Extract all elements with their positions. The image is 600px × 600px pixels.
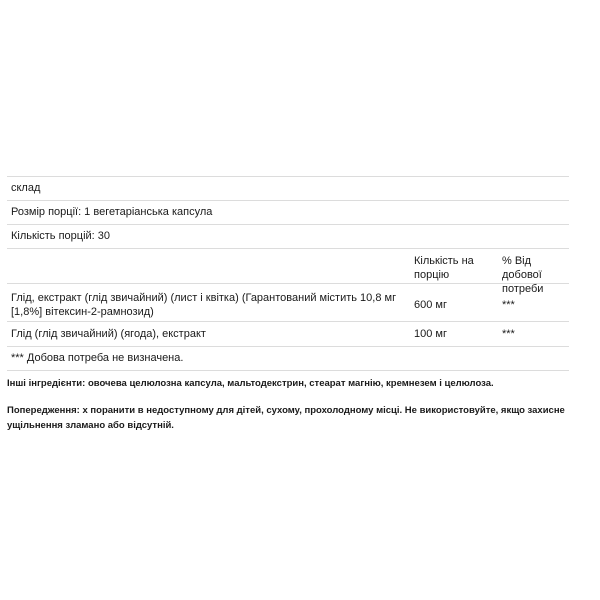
ingredient-amount: 600 мг bbox=[414, 299, 447, 311]
product-notes bbox=[7, 376, 577, 445]
table-header-row bbox=[7, 248, 569, 295]
servings-count: Кількість порцій: 30 bbox=[11, 230, 111, 242]
ingredient-amount: 100 мг bbox=[414, 327, 447, 340]
facts-title-row bbox=[7, 176, 569, 200]
ingredient-name: Глід, екстракт (глід звичайний) (лист і квітка) (Гарантований містить 10,8 мг [1,8%] вітексин-2-рамнозид) bbox=[11, 292, 397, 318]
facts-title: склад bbox=[11, 182, 41, 194]
table-bottom-divider bbox=[7, 370, 569, 371]
daily-value-footnote: *** Добова потреба не визначена. bbox=[11, 352, 184, 364]
table-row bbox=[7, 283, 569, 321]
footnote-row bbox=[7, 346, 569, 370]
amount-column-header: Кількість на порцію bbox=[414, 255, 474, 281]
ingredient-daily-value: *** bbox=[502, 327, 515, 340]
other-ingredients: Інші інгредієнти: овочева целюлозна капсула, мальтодекстрин, стеарат магнію, кремнезем і целюлоза. bbox=[7, 378, 494, 389]
ingredient-daily-value: *** bbox=[502, 299, 515, 311]
table-row bbox=[7, 321, 569, 346]
warning-text: Попередження: х поранити в недоступному для дітей, сухому, прохолодному місці. Не використовуйте, якщо захисне ущільнення зламано або відсутній. bbox=[7, 405, 565, 431]
servings-count-row bbox=[7, 224, 569, 248]
daily-value-column-header: % Від добової потреби bbox=[502, 255, 544, 295]
serving-size: Розмір порції: 1 вегетаріанська капсула bbox=[11, 206, 213, 218]
supplement-facts-table bbox=[7, 176, 569, 371]
serving-size-row bbox=[7, 200, 569, 224]
header-spacer bbox=[7, 249, 414, 283]
ingredient-name: Глід (глід звичайний) (ягода), екстракт bbox=[11, 327, 206, 340]
